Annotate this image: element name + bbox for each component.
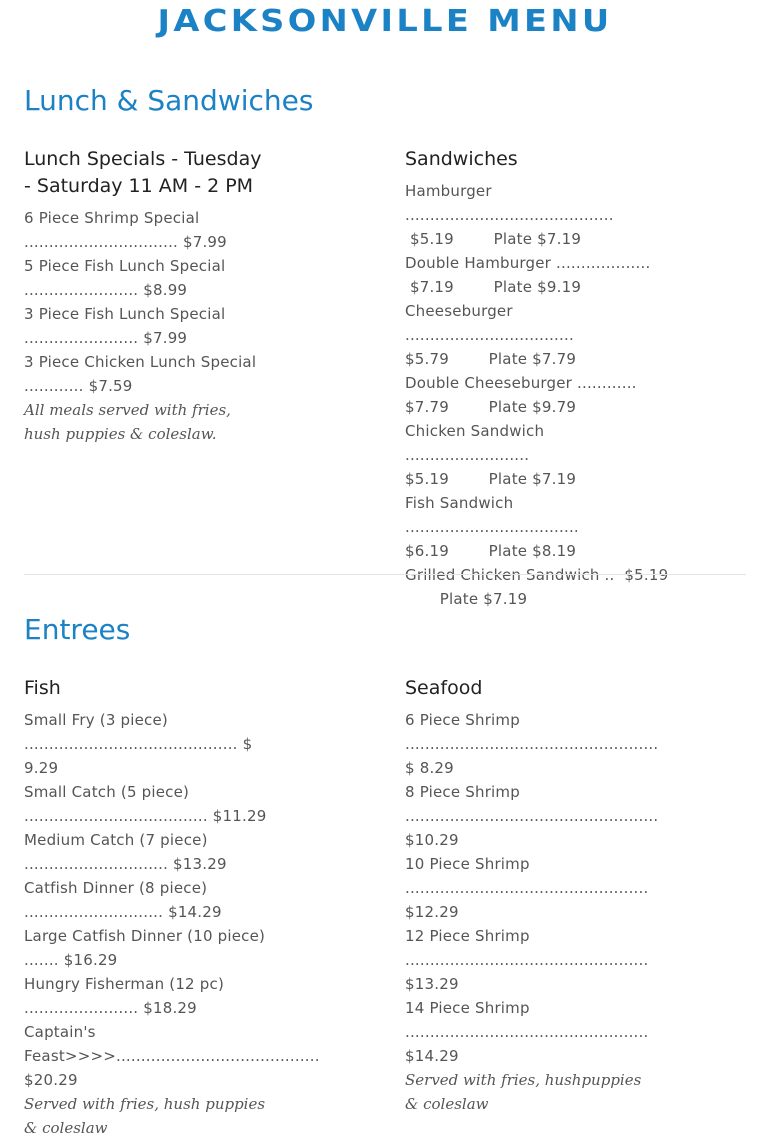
menu-item-name: 3 Piece Chicken Lunch Special <box>24 353 257 371</box>
menu-item-name: Catfish Dinner (8 piece) <box>24 879 208 897</box>
menu-item-name: 8 Piece Shrimp <box>405 783 520 801</box>
fish-heading: Fish <box>24 677 61 699</box>
menu-item-price: ....................... $18.29 <box>24 999 197 1017</box>
sandwiches-heading: Sandwiches <box>405 148 518 170</box>
menu-item-name: Fish Sandwich ................................... <box>405 494 579 536</box>
menu-item-price: ................................................... $ 8.29 <box>405 735 659 777</box>
fish-column <box>24 675 320 1140</box>
menu-item-name: Double Hamburger ................... <box>405 254 651 272</box>
menu-item-price: $5.19 Plate $7.19 <box>405 470 577 488</box>
menu-item-price: $20.29 <box>24 1071 78 1089</box>
menu-item-name: Cheeseburger .................................. <box>405 302 574 344</box>
seafood-column <box>405 675 659 1116</box>
menu-item-price: ............................. $13.29 <box>24 855 227 873</box>
menu-item-price: ....................... $8.99 <box>24 281 188 299</box>
menu-item-price: ................................................. $14.29 <box>405 1023 649 1065</box>
menu-item-name: Feast>>>>......................................... <box>24 1047 320 1065</box>
page-title: JACKSONVILLE MENU <box>157 4 613 39</box>
seafood-note: Served with fries, hushpuppies & coleslaw <box>405 1071 642 1113</box>
lunch-specials-column <box>24 146 264 446</box>
menu-item-price: ............ $7.59 <box>24 377 133 395</box>
menu-item-name: Medium Catch (7 piece) <box>24 831 208 849</box>
seafood-heading: Seafood <box>405 677 483 699</box>
menu-item-price: ..................................... $11.29 <box>24 807 267 825</box>
menu-item-name: Large Catfish Dinner (10 piece) <box>24 927 266 945</box>
menu-item-price: ................................................... $10.29 <box>405 807 659 849</box>
menu-item-price: ............................ $14.29 <box>24 903 222 921</box>
lunch-specials-heading: Lunch Specials - Tuesday - Saturday 11 AM - 2 PM <box>24 148 262 197</box>
menu-item-price: ....... $16.29 <box>24 951 118 969</box>
menu-item-name: Hamburger .......................................... <box>405 182 614 224</box>
menu-item-name: 3 Piece Fish Lunch Special <box>24 305 226 323</box>
menu-item-price: ....................... $7.99 <box>24 329 188 347</box>
menu-item-price: $7.19 Plate $9.19 <box>405 278 582 296</box>
menu-item-price: ................................................. $12.29 <box>405 879 649 921</box>
menu-item-name: 6 Piece Shrimp <box>405 711 520 729</box>
fish-note: Served with fries, hush puppies & coleslaw <box>24 1095 266 1137</box>
lunch-specials-note: All meals served with fries, hush puppies & coleslaw. <box>24 401 231 443</box>
menu-item-name: 5 Piece Fish Lunch Special <box>24 257 226 275</box>
menu-item-price: Plate $7.19 <box>405 590 528 608</box>
menu-item-price: $5.19 Plate $7.19 <box>405 230 582 248</box>
menu-item-name: 12 Piece Shrimp <box>405 927 530 945</box>
menu-item-price: $7.79 Plate $9.79 <box>405 398 577 416</box>
section-title-entrees: Entrees <box>24 613 131 646</box>
sandwiches-column <box>405 146 669 611</box>
menu-item-price: $6.19 Plate $8.19 <box>405 542 577 560</box>
menu-item-name: Small Fry (3 piece) <box>24 711 168 729</box>
menu-item-name: Small Catch (5 piece) <box>24 783 190 801</box>
menu-item-name: 10 Piece Shrimp <box>405 855 530 873</box>
menu-item-name: Chicken Sandwich ......................... <box>405 422 545 464</box>
menu-item-name: 14 Piece Shrimp <box>405 999 530 1017</box>
menu-item-price: ................................................. $13.29 <box>405 951 649 993</box>
menu-item-name: 6 Piece Shrimp Special <box>24 209 200 227</box>
menu-item-name: Hungry Fisherman (12 pc) <box>24 975 224 993</box>
menu-item-price: $5.79 Plate $7.79 <box>405 350 577 368</box>
section-divider <box>24 574 746 575</box>
menu-item-price: ............................... $7.99 <box>24 233 227 251</box>
menu-item-price: ........................................... $ 9.29 <box>24 735 253 777</box>
menu-item-name: Captain's <box>24 1023 96 1041</box>
section-title-lunch-sandwiches: Lunch & Sandwiches <box>24 84 314 117</box>
menu-item-name: Double Cheeseburger ............ <box>405 374 637 392</box>
menu-item-name: Grilled Chicken Sandwich .. $5.19 <box>405 566 669 584</box>
